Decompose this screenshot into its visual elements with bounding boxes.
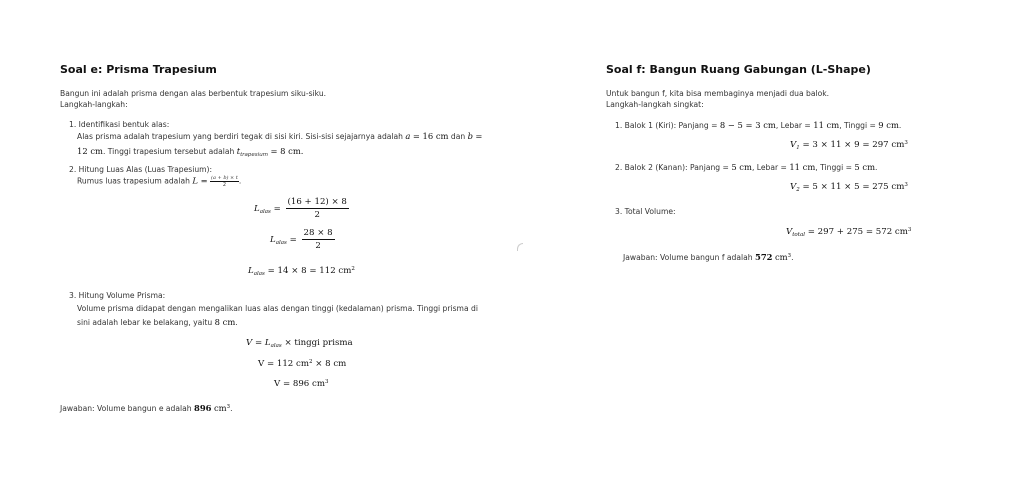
soal-e-step2-formula: Rumus luas trapesium adalah L = $\frac{(a + b) \times t}{2}$.: [77, 175, 242, 188]
soal-f-balok2: 2. Balok 2 (Kanan): Panjang = 5 cm, Lebar = 11 cm, Tinggi = 5 cm.: [615, 162, 878, 172]
soal-e-step3-title: 3. Hitung Volume Prisma:: [69, 291, 166, 300]
soal-e-answer: Jawaban: Volume bangun e adalah 896 $cm^3$.: [60, 403, 233, 413]
cursor-mark: [517, 243, 523, 251]
equation-v-total: $V_{total} = 297 + 275 = 572$ $cm^3$: [786, 227, 912, 238]
equation-v1: $V_1 = 3 \times 11 \times 9 = 297$ $cm^3$: [790, 140, 908, 151]
equation-l-alas-1: $L_{alas}$ = $\frac{(16 + 12) \times 8}{2}$: [254, 197, 347, 220]
soal-e-step3-line2: sini adalah lebar ke belakang, yaitu 8 cm.: [77, 317, 238, 327]
soal-e-step1-title: 1. Identifikasi bentuk alas:: [69, 120, 170, 129]
soal-e-title: Soal e: Prisma Trapesium: [60, 63, 217, 76]
equation-volume-1: $V = L_{alas}$ × tinggi prisma: [246, 338, 353, 349]
soal-f-answer: Jawaban: Volume bangun f adalah 572 $cm^3$.: [623, 252, 794, 262]
soal-f-title: Soal f: Bangun Ruang Gabungan (L-Shape): [606, 63, 871, 76]
soal-f-step3-title: 3. Total Volume:: [615, 207, 676, 216]
soal-f-steps-label: Langkah-langkah singkat:: [606, 100, 704, 109]
soal-e-step1-line2: 12 cm. Tinggi trapesium tersebut adalah $t_{trapesium} = 8$ cm.: [77, 146, 304, 158]
equation-volume-3: V = 896 $cm^3$: [274, 379, 329, 389]
equation-volume-2: V = 112 $cm^2 \times 8$ cm: [258, 359, 347, 369]
equation-l-alas-3: $L_{alas} = 14 \times 8 = 112$ $cm^2$: [248, 266, 355, 277]
soal-e-steps-label: Langkah-langkah:: [60, 100, 128, 109]
equation-l-alas-2: $L_{alas}$ = $\frac{28 \times 8}{2}$: [270, 228, 333, 251]
soal-e-step1-line1: Alas prisma adalah trapesium yang berdiri tegak di sisi kiri. Sisi-sisi sejajarnya adalah a = 16 cm dan b =: [77, 131, 483, 141]
equation-v2: $V_2 = 5 \times 11 \times 5 = 275$ $cm^3$: [790, 182, 908, 193]
soal-e-intro: Bangun ini adalah prisma dengan alas berbentuk trapesium siku-siku.: [60, 89, 327, 98]
soal-f-intro: Untuk bangun f, kita bisa membaginya menjadi dua balok.: [606, 89, 830, 98]
trapezoid-area-fraction: $\frac{(a + b) \times t}{2}$: [211, 175, 238, 188]
soal-f-balok1: 1. Balok 1 (Kiri): Panjang = 8 − 5 = 3 cm, Lebar = 11 cm, Tinggi = 9 cm.: [615, 120, 902, 130]
soal-e-step2-title: 2. Hitung Luas Alas (Luas Trapesium):: [69, 165, 213, 174]
soal-e-step3-line1: Volume prisma didapat dengan mengalikan luas alas dengan tinggi (kedalaman) prisma. Tinggi prisma di: [77, 304, 478, 313]
